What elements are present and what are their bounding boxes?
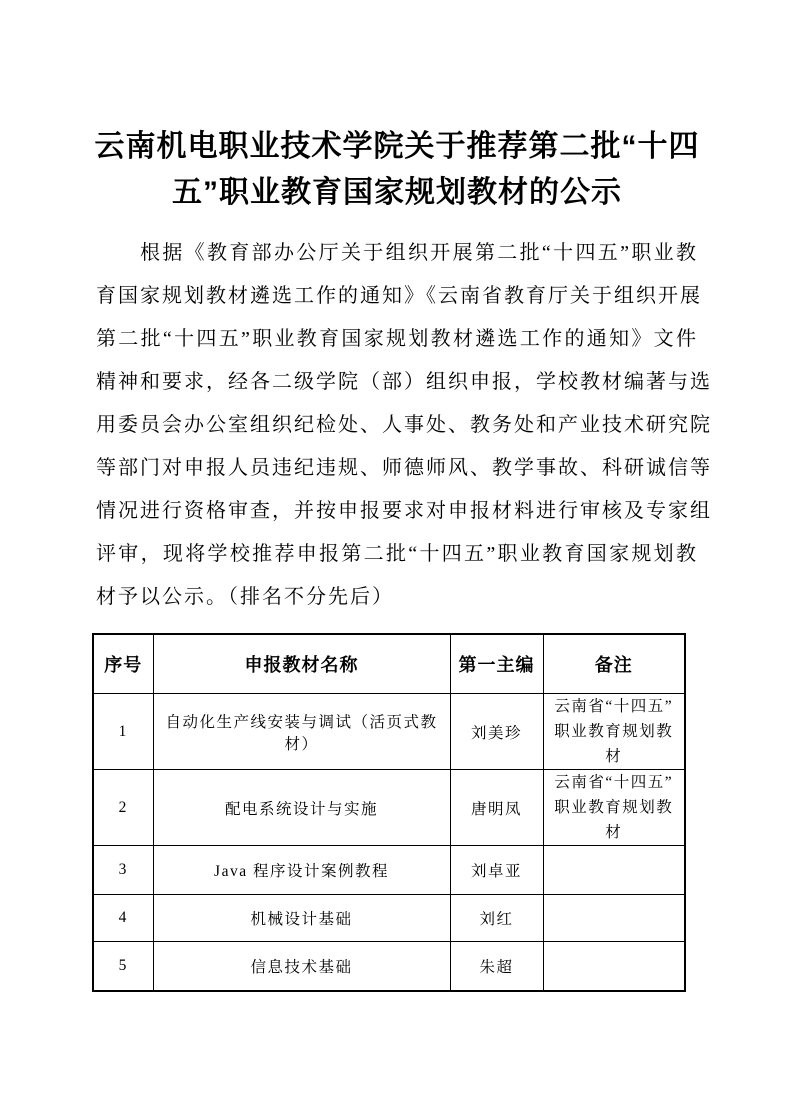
cell-remark xyxy=(543,942,685,992)
table-row xyxy=(93,846,685,895)
paragraph-line: 精神和要求，经各二级学院（部）组织申报，学校教材编著与选 xyxy=(96,371,712,393)
paragraph-line: 用委员会办公室组织纪检处、人事处、教务处和产业技术研究院 xyxy=(96,414,712,436)
cell-no: 4 xyxy=(93,895,153,942)
remark-line: 云南省“十四五” xyxy=(554,774,674,791)
table-row xyxy=(93,942,685,992)
table-row xyxy=(93,770,685,846)
paragraph-line: 第二批“十四五”职业教育国家规划教材遴选工作的通知》文件 xyxy=(96,328,698,350)
cell-no: 3 xyxy=(93,846,153,895)
table-header-row xyxy=(93,634,685,694)
cell-editor: 刘美珍 xyxy=(450,694,543,770)
cell-remark xyxy=(543,895,685,942)
document-title xyxy=(0,0,794,216)
paragraph-line: 根据《教育部办公厅关于组织开展第二批“十四五”职业教 xyxy=(140,242,698,264)
paragraph-line: 等部门对申报人员违纪违规、师德师风、教学事故、科研诚信等 xyxy=(96,457,712,479)
cell-no: 5 xyxy=(93,942,153,992)
column-header-no: 序号 xyxy=(93,634,153,694)
table-row xyxy=(93,895,685,942)
cell-remark xyxy=(543,846,685,895)
cell-name: 信息技术基础 xyxy=(153,942,450,992)
cell-editor: 刘卓亚 xyxy=(450,846,543,895)
remark-line: 职业教育规划教材 xyxy=(554,799,674,841)
remark-line: 云南省“十四五” xyxy=(554,698,674,715)
cell-remark xyxy=(543,694,685,770)
cell-editor: 唐明凤 xyxy=(450,770,543,846)
column-header-name: 申报教材名称 xyxy=(153,634,450,694)
paragraph-line: 情况进行资格审查，并按申报要求对申报材料进行审核及专家组 xyxy=(96,500,712,522)
cell-name: 配电系统设计与实施 xyxy=(153,770,450,846)
document-title-line-1: 云南机电职业技术学院关于推荐第二批“十四 xyxy=(94,130,700,163)
textbook-table xyxy=(92,633,686,992)
cell-name: 自动化生产线安装与调试（活页式教材） xyxy=(153,694,450,770)
cell-no: 2 xyxy=(93,770,153,846)
cell-no: 1 xyxy=(93,694,153,770)
cell-remark xyxy=(543,770,685,846)
cell-name: 机械设计基础 xyxy=(153,895,450,942)
paragraph-line: 育国家规划教材遴选工作的通知》《云南省教育厅关于组织开展 xyxy=(96,285,702,307)
column-header-editor: 第一主编 xyxy=(450,634,543,694)
cell-editor: 刘红 xyxy=(450,895,543,942)
document-title-line-2: 五”职业教育国家规划教材的公示 xyxy=(172,176,622,209)
body-paragraph xyxy=(96,232,712,619)
column-header-remark: 备注 xyxy=(543,634,685,694)
cell-name: Java 程序设计案例教程 xyxy=(153,846,450,895)
paragraph-line: 材予以公示。（排名不分先后） xyxy=(96,586,394,608)
cell-editor: 朱超 xyxy=(450,942,543,992)
remark-line: 职业教育规划教材 xyxy=(554,723,674,765)
paragraph-line: 评审，现将学校推荐申报第二批“十四五”职业教育国家规划教 xyxy=(96,543,698,565)
table-row xyxy=(93,694,685,770)
